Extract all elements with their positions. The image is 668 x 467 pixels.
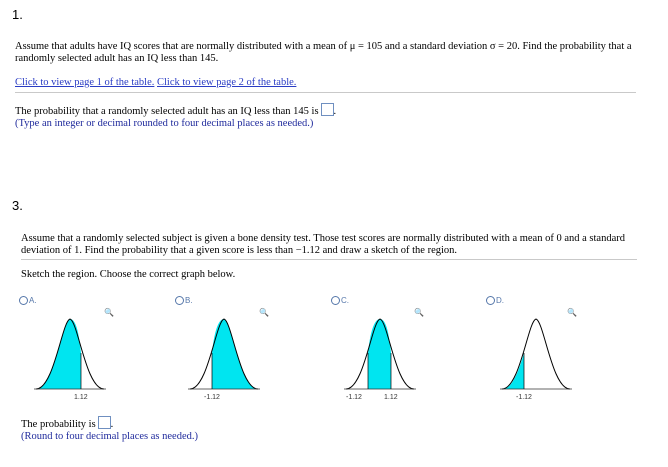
radio-icon[interactable] <box>175 296 184 305</box>
option-a[interactable] <box>19 296 37 305</box>
table-page-1-link[interactable]: Click to view page 1 of the table. <box>15 77 155 88</box>
graph-option-c <box>344 313 424 403</box>
magnifier-icon[interactable]: 🔍 <box>259 308 269 317</box>
graph-option-d <box>500 313 580 403</box>
tick-label: -1.12 <box>204 394 220 401</box>
question-3-prompt-line2: deviation of 1. Find the probability that a given score is less than −1.12 and draw a sketch of the region. <box>21 245 458 256</box>
question-3-number: 3. <box>12 198 23 213</box>
question-3-answer-end: . <box>110 419 114 430</box>
table-page-2-link[interactable]: Click to view page 2 of the table. <box>157 77 297 88</box>
tick-label: 1.12 <box>74 394 88 401</box>
graph-option-b <box>188 313 268 403</box>
option-a-label: A. <box>29 296 37 305</box>
shaded-region <box>502 353 524 389</box>
graph-option-a <box>34 313 114 403</box>
question-3-answer-input[interactable] <box>98 416 111 429</box>
tick-label: 1.12 <box>384 394 398 401</box>
table-links <box>15 77 296 89</box>
option-b-label: B. <box>185 296 193 305</box>
radio-icon[interactable] <box>331 296 340 305</box>
option-c-label: C. <box>341 296 349 305</box>
radio-icon[interactable] <box>19 296 28 305</box>
divider <box>15 92 636 93</box>
divider <box>21 259 637 260</box>
question-1-hint: (Type an integer or decimal rounded to four decimal places as needed.) <box>15 118 314 129</box>
tick-label: -1.12 <box>516 394 532 401</box>
radio-icon[interactable] <box>486 296 495 305</box>
density-curve <box>502 319 570 389</box>
question-3-hint: (Round to four decimal places as needed.) <box>21 431 198 442</box>
question-3-answer-line <box>21 416 113 431</box>
question-1-answer-line <box>15 103 336 118</box>
magnifier-icon[interactable]: 🔍 <box>104 308 114 317</box>
question-3-answer-prompt: The probability is <box>21 419 96 430</box>
option-b[interactable] <box>175 296 193 305</box>
question-1-prompt <box>15 41 660 65</box>
question-1-answer-end: . <box>333 106 337 117</box>
option-c[interactable] <box>331 296 349 305</box>
question-1-answer-prompt: The probability that a randomly selected adult has an IQ less than 145 is <box>15 106 319 117</box>
sketch-prompt: Sketch the region. Choose the correct graph below. <box>21 269 236 280</box>
question-1-number: 1. <box>12 7 23 22</box>
shaded-region <box>368 319 391 389</box>
question-1-prompt-line1: Assume that adults have IQ scores that are normally distributed with a mean of μ = 105 and a standard deviation σ = 20. Find the probability that a <box>15 41 632 52</box>
question-1-answer-input[interactable] <box>321 103 334 116</box>
magnifier-icon[interactable]: 🔍 <box>567 308 577 317</box>
magnifier-icon[interactable]: 🔍 <box>414 308 424 317</box>
shaded-region <box>36 319 81 389</box>
option-d[interactable] <box>486 296 504 305</box>
question-1-prompt-line2: randomly selected adult has an IQ less than 145. <box>15 53 219 64</box>
question-3-prompt <box>21 233 661 257</box>
tick-label: -1.12 <box>346 394 362 401</box>
option-d-label: D. <box>496 296 504 305</box>
question-3-prompt-line1: Assume that a randomly selected subject is given a bone density test. Those test scores are normally distributed with a mean of 0 and a standard <box>21 233 625 244</box>
